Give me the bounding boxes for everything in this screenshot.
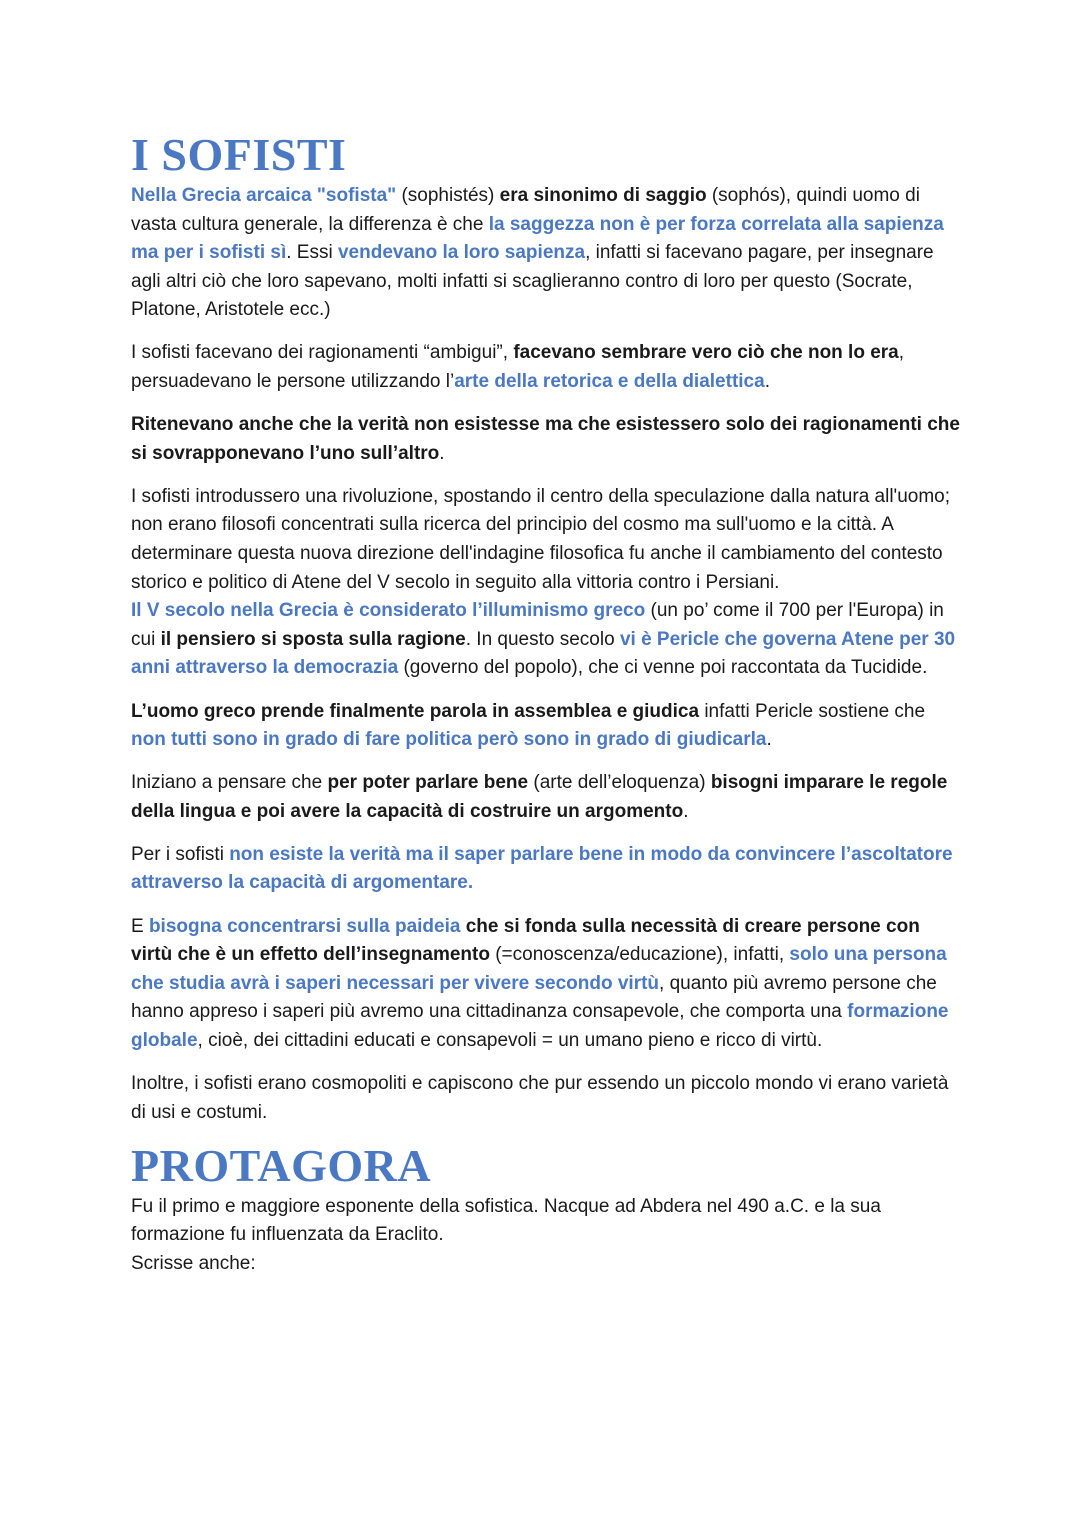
bold-text: L’uomo greco prende finalmente parola in assemblea e giudica — [131, 700, 700, 722]
paragraph-sofista-definition — [131, 182, 961, 325]
bold-text: per poter parlare bene — [327, 772, 529, 794]
text-run: Inoltre, i sofisti erano cosmopoliti e capiscono che pur essendo un piccolo mondo vi erano varietà di usi e costumi. — [131, 1073, 949, 1123]
highlighted-text: bisogna concentrarsi sulla paideia — [148, 915, 461, 937]
text-run: (sophistés) — [396, 185, 500, 206]
text-run: , quanto più avremo persone che hanno appreso i saperi più avremo una cittadinanza consapevole, che comporta una — [131, 972, 937, 1023]
text-run: , infatti si facevano pagare, per insegnare agli altri ciò che loro sapevano, molti infatti si scaglieranno contro di loro per questo (Socrate, Platone, Aristotele ecc.) — [131, 242, 934, 321]
document-page — [131, 128, 961, 1279]
text-run: infatti Pericle sostiene che — [699, 700, 926, 722]
text-run: . — [683, 800, 689, 822]
paragraph-ragionamenti-ambigui — [131, 339, 961, 396]
text-run: . In questo secolo — [465, 628, 620, 650]
text-run: (=conoscenza/educazione), infatti, — [489, 944, 790, 966]
bold-text: bisogni imparare le regole della lingua e poi avere la capacità di costruire un argomento — [131, 772, 948, 822]
text-run: I sofisti introdussero una rivoluzione, spostando il centro della speculazione dalla natura all'uomo; non erano filosofi concentrati sulla ricerca del principio del cosmo ma sull'uomo e la città. A determinare questa nuova direzione dell'indagine filosofica fu anche il cambiamento del contesto storico e politico di Atene del V secolo in seguito alla vittoria contro i Persiani. — [131, 485, 950, 593]
paragraph-cosmopoliti — [131, 1070, 961, 1127]
highlighted-text: non esiste la verità ma il saper parlare bene in modo da convincere l’ascoltatore attraverso la capacità di argomentare. — [131, 843, 953, 894]
text-run: . Essi — [286, 242, 338, 264]
text-run: I sofisti facevano dei ragionamenti “ambigui”, — [131, 342, 514, 364]
paragraph-verita — [131, 411, 961, 468]
bold-text: che si fonda sulla necessità di creare persone con virtù che è un effetto dell’insegnamento — [131, 915, 920, 966]
highlighted-text: la saggezza non è per forza correlata alla sapienza ma per i sofisti sì — [131, 213, 944, 264]
bold-text: il pensiero si sposta sulla ragione — [160, 628, 466, 650]
text-run: , cioè, dei cittadini educati e consapevoli = un umano pieno e ricco di virtù. — [197, 1029, 823, 1051]
text-run: E — [131, 915, 149, 937]
paragraph-protagora-intro — [131, 1193, 961, 1250]
bold-text: facevano sembrare vero ciò che non lo era — [513, 342, 899, 364]
highlighted-text: formazione globale — [131, 1001, 949, 1051]
text-run: Fu il primo e maggiore esponente della sofistica. Nacque ad Abdera nel 490 a.C. e la sua formazione fu influenzata da Eraclito. — [131, 1195, 881, 1246]
text-run: Per i sofisti — [131, 843, 230, 865]
highlighted-text: vi è Pericle che governa Atene per 30 anni attraverso la democrazia — [131, 628, 956, 679]
paragraph-assemblea — [131, 698, 961, 755]
text-run: Iniziano a pensare che — [131, 772, 328, 794]
text-run: , persuadevano le persone utilizzando l’ — [131, 342, 905, 393]
paragraph-paideia — [131, 913, 961, 1056]
text-run: (sophós), quindi uomo di vasta cultura generale, la differenza è che — [131, 185, 920, 235]
text-run: (un po’ come il 700 per l'Europa) in cui — [131, 600, 944, 650]
bold-text: Ritenevano anche che la verità non esistesse ma che esistessero solo dei ragionamenti che si sovrapponevano l’uno sull’altro — [131, 414, 960, 464]
highlighted-text: Nella Grecia arcaica "sofista" — [131, 185, 397, 206]
text-run: Scrisse anche: — [131, 1252, 256, 1274]
highlighted-text: arte della retorica e della dialettica — [454, 371, 765, 393]
text-run: . — [764, 371, 770, 393]
highlighted-text: vendevano la loro sapienza — [337, 242, 586, 264]
paragraph-argomentare — [131, 841, 961, 898]
text-run: . — [766, 729, 772, 751]
text-run: . — [439, 442, 445, 464]
paragraph-eloquenza — [131, 769, 961, 826]
paragraph-rivoluzione — [131, 483, 961, 597]
text-run: (governo del popolo), che ci venne poi raccontata da Tucidide. — [398, 657, 928, 679]
paragraph-illuminismo-greco — [131, 597, 961, 683]
title-sofisti: I SOFISTI — [131, 129, 347, 180]
highlighted-text: non tutti sono in grado di fare politica però sono in grado di giudicarla — [131, 729, 767, 751]
text-run: (arte dell’eloquenza) — [528, 772, 711, 794]
bold-text: era sinonimo di saggio — [499, 185, 707, 206]
paragraph-scrisse-anche — [131, 1250, 961, 1279]
title-protagora: PROTAGORA — [131, 1139, 432, 1191]
highlighted-text: solo una persona che studia avrà i saperi necessari per vivere secondo virtù — [131, 944, 947, 994]
highlighted-text: Il V secolo nella Grecia è considerato l’illuminismo greco — [131, 600, 646, 622]
